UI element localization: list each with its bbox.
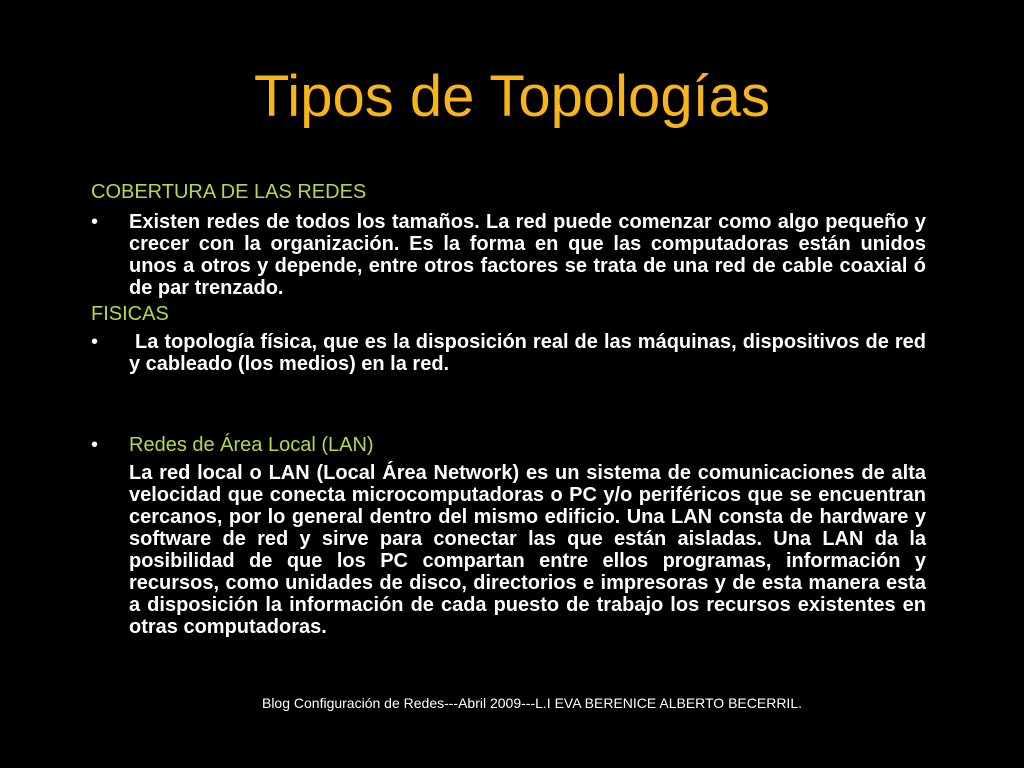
section-heading-fisicas: FISICAS: [91, 303, 169, 325]
bullet-text: La topología física, que es la disposición real de las máquinas, dispositivos de red y cableado (los medios) en la red.: [129, 331, 926, 375]
slide-footer: Blog Configuración de Redes---Abril 2009---L.I EVA BERENICE ALBERTO BECERRIL.: [261, 695, 802, 711]
bullet-item-topologia-fisica: [91, 331, 926, 375]
bullet-marker: •: [91, 434, 99, 456]
slide-title: Tipos de Topologías: [254, 64, 770, 129]
bullet-item-redes-tamanos: [91, 211, 926, 299]
bullet-marker: •: [91, 331, 99, 353]
bullet-text: Existen redes de todos los tamaños. La red puede comenzar como algo pequeño y crecer con la organización. Es la forma en que las computadoras están unidos unos a otros y depende, entre otros factores se trata de una red de cable coaxial ó de par trenzado.: [129, 211, 926, 299]
section-heading-cobertura: COBERTURA DE LAS REDES: [91, 181, 367, 203]
bullet-text-lan: Redes de Área Local (LAN): [129, 434, 374, 456]
bullet-item-lan-heading: [91, 434, 926, 456]
lan-description-paragraph: La red local o LAN (Local Área Network) es un sistema de comunicaciones de alta velocidad que conecta microcomputadoras o PC y/o periféricos que se encuentran cercanos, por lo general dentro del mismo edificio. Una LAN consta de hardware y software de red y sirve para conectar las que están aisladas. Una LAN da la posibilidad de que los PC compartan entre ellos programas, información y recursos, como unidades de disco, directorios e impresoras y de esta manera esta a disposición la información de cada puesto de trabajo los recursos existentes en otras computadoras.: [129, 462, 926, 638]
bullet-marker: •: [91, 211, 99, 233]
